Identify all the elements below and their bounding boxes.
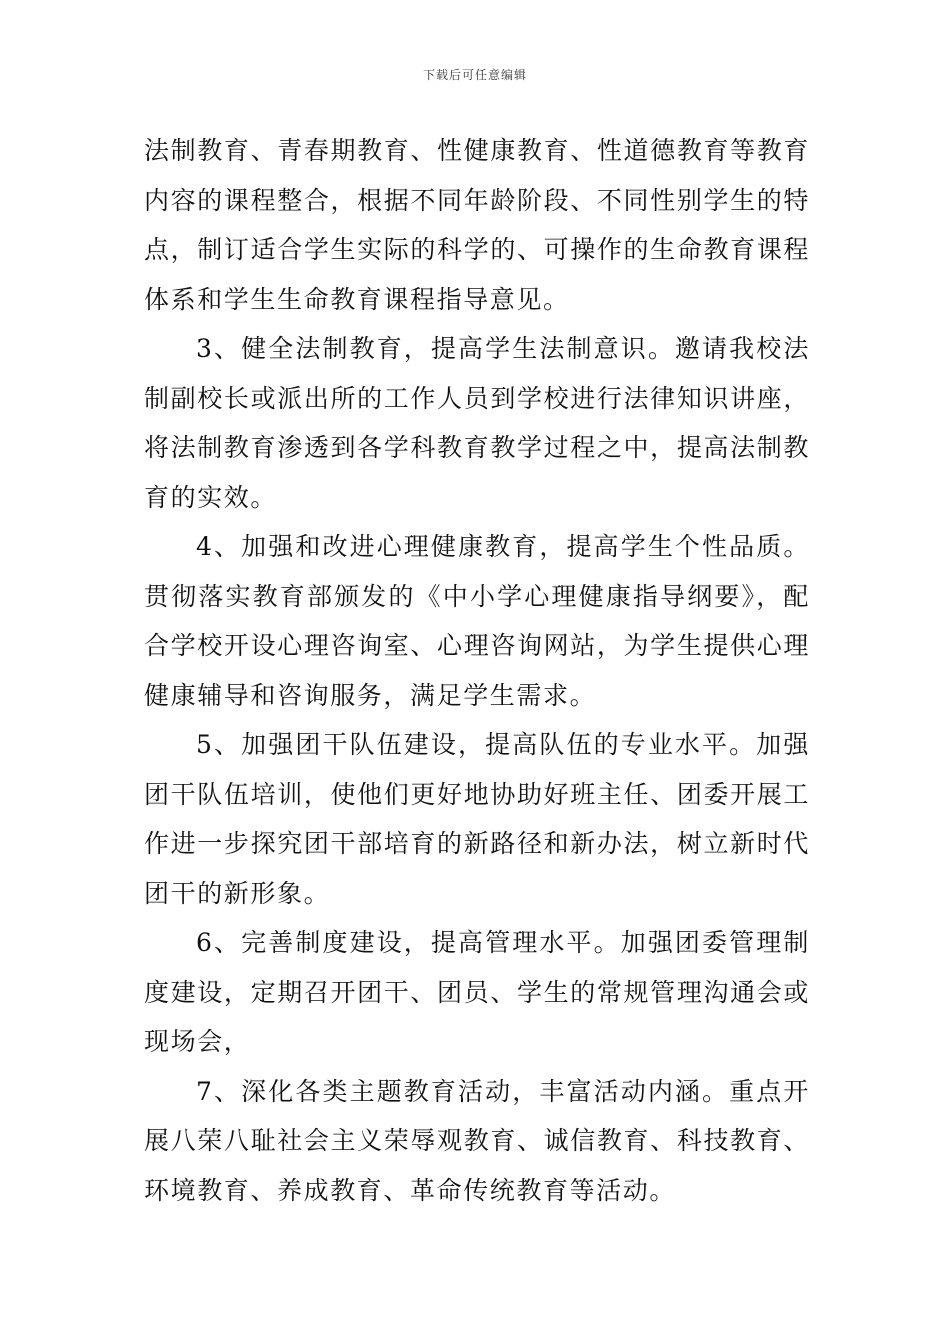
paragraph-1: 法制教育、青春期教育、性健康教育、性道德教育等教育内容的课程整合，根据不同年龄阶段、不同性别学生的特点，制订适合学生实际的科学的、可操作的生命教育课程体系和学生生命教育课程指导意见。 bbox=[144, 136, 810, 314]
document-body bbox=[144, 126, 810, 1215]
paragraph-5: 6、完善制度建设，提高管理水平。加强团委管理制度建设，定期召开团干、团员、学生的常规管理沟通会或现场会， bbox=[144, 928, 810, 1056]
paragraph-4: 5、加强团干队伍建设，提高队伍的专业水平。加强团干队伍培训，使他们更好地协助好班主任、团委开展工作进一步探究团干部培育的新路径和新办法，树立新时代团干的新形象。 bbox=[144, 730, 810, 908]
header-note: 下载后可任意编辑 bbox=[422, 68, 527, 82]
paragraph-3: 4、加强和改进心理健康教育，提高学生个性品质。贯彻落实教育部颁发的《中小学心理健康指导纲要》，配合学校开设心理咨询室、心理咨询网站，为学生提供心理健康辅导和咨询服务，满足学生需求。 bbox=[144, 532, 810, 710]
paragraph-6: 7、深化各类主题教育活动，丰富活动内涵。重点开展八荣八耻社会主义荣辱观教育、诚信教育、科技教育、环境教育、养成教育、革命传统教育等活动。 bbox=[144, 1076, 810, 1205]
paragraph-2: 3、健全法制教育，提高学生法制意识。邀请我校法制副校长或派出所的工作人员到学校进行法律知识讲座，将法制教育渗透到各学科教育教学过程之中，提高法制教育的实效。 bbox=[144, 334, 810, 512]
